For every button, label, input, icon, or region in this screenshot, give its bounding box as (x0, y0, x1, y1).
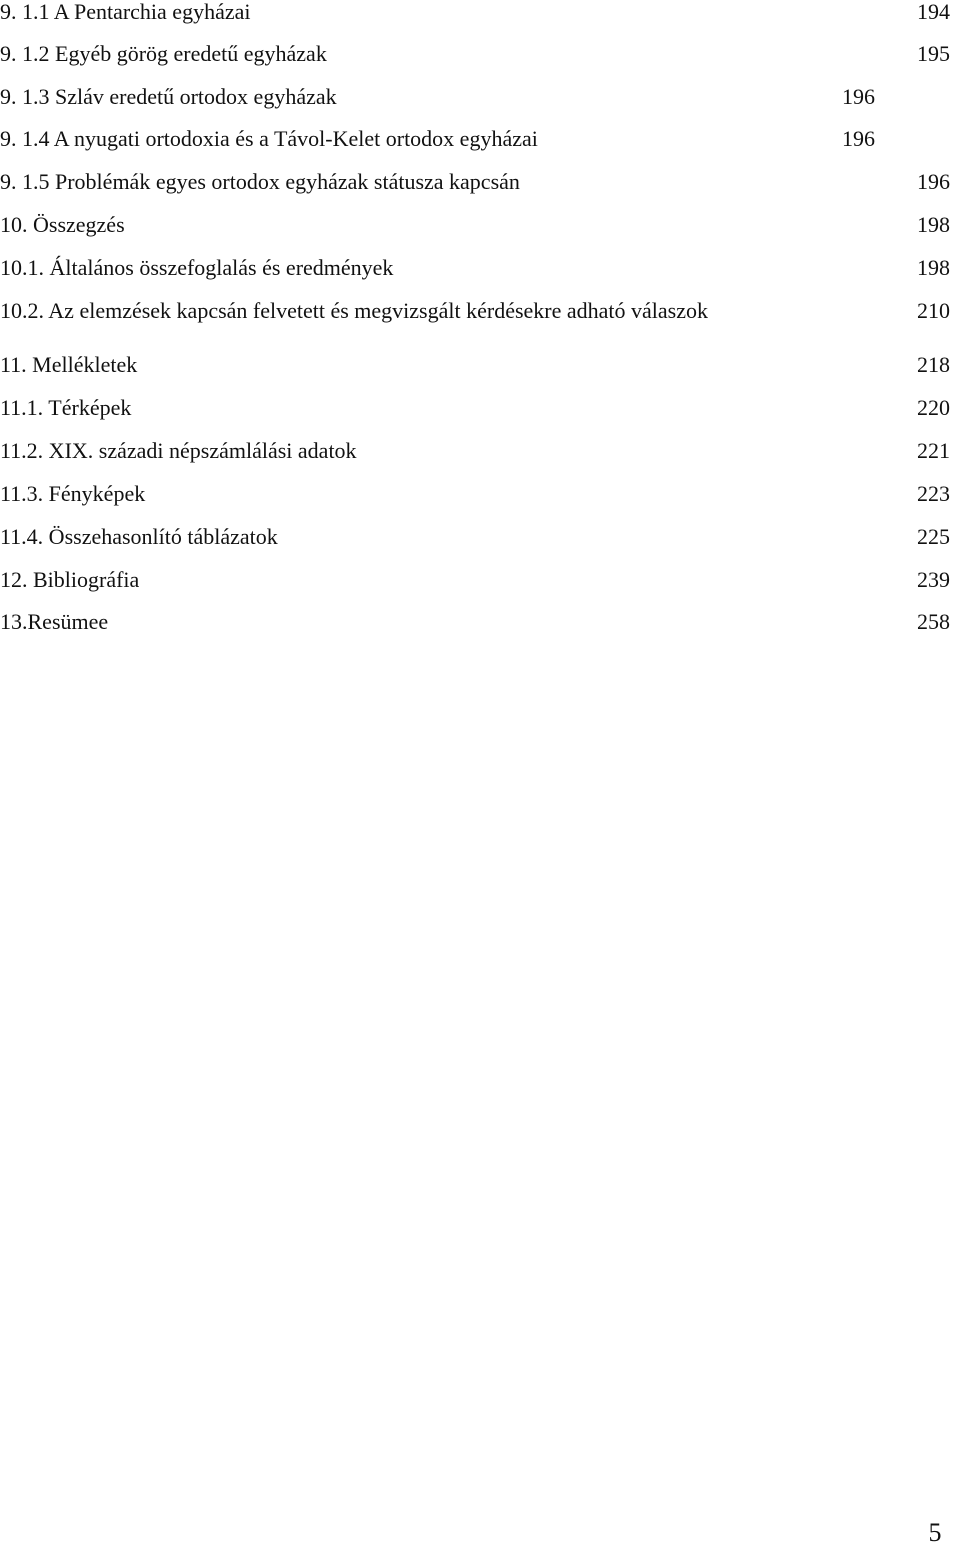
toc-entry-page: 196 (842, 126, 875, 151)
toc-entry (0, 393, 960, 423)
toc-entry (0, 253, 960, 283)
toc-entry (0, 565, 960, 595)
toc-entry-title: 10. Összegzés (0, 212, 125, 237)
toc-entry (0, 0, 960, 27)
toc-entry-title: 9. 1.3 Szláv eredetű ortodox egyházak (0, 84, 337, 109)
toc-entry (0, 124, 960, 154)
toc-entry (0, 39, 960, 69)
toc-entry-page: 221 (917, 438, 950, 463)
toc-entry-page: 196 (917, 169, 950, 194)
toc-entry-title: 10.1. Általános összefoglalás és eredmények (0, 255, 394, 280)
toc-entry-title: 13.Resümee (0, 609, 109, 634)
toc-entry (0, 607, 960, 637)
toc-entry-page: 194 (917, 0, 950, 24)
toc-entry (0, 479, 960, 509)
toc-entry-title: 12. Bibliográfia (0, 567, 140, 592)
toc-entry-page: 218 (917, 352, 950, 377)
toc-entry-title: 9. 1.4 A nyugati ortodoxia és a Távol-Kelet ortodox egyházai (0, 126, 538, 151)
toc-entry (0, 82, 960, 112)
toc-entry-title: 9. 1.5 Problémák egyes ortodox egyházak státusza kapcsán (0, 169, 520, 194)
toc-entry (0, 436, 960, 466)
toc-entry (0, 210, 960, 240)
toc-entry-title: 11.3. Fényképek (0, 481, 146, 506)
toc-entry-page: 210 (917, 298, 950, 323)
toc-entry-page: 239 (917, 567, 950, 592)
toc-entry-page: 223 (917, 481, 950, 506)
toc-entry-title: 11.2. XIX. századi népszámlálási adatok (0, 438, 357, 463)
toc-entry-title: 11.4. Összehasonlító táblázatok (0, 524, 278, 549)
page-number: 5 (928, 1518, 942, 1547)
toc-entry (0, 296, 960, 326)
toc-entry-page: 225 (917, 524, 950, 549)
toc-entry (0, 350, 960, 380)
toc-entry-page: 196 (842, 84, 875, 109)
toc-entry-title: 11. Mellékletek (0, 352, 138, 377)
toc-entry-title: 11.1. Térképek (0, 395, 132, 420)
toc-entry-page: 220 (917, 395, 950, 420)
toc-entry-page: 195 (917, 41, 950, 66)
toc-entry (0, 522, 960, 552)
toc-entry-page: 198 (917, 212, 950, 237)
toc-entry-title: 9. 1.2 Egyéb görög eredetű egyházak (0, 41, 327, 66)
toc-entry-page: 198 (917, 255, 950, 280)
toc-entry-page: 258 (917, 609, 950, 634)
toc-entry-title: 10.2. Az elemzések kapcsán felvetett és megvizsgált kérdésekre adható válaszok (0, 298, 708, 323)
toc-entry-title: 9. 1.1 A Pentarchia egyházai (0, 0, 251, 24)
toc-entry (0, 167, 960, 197)
